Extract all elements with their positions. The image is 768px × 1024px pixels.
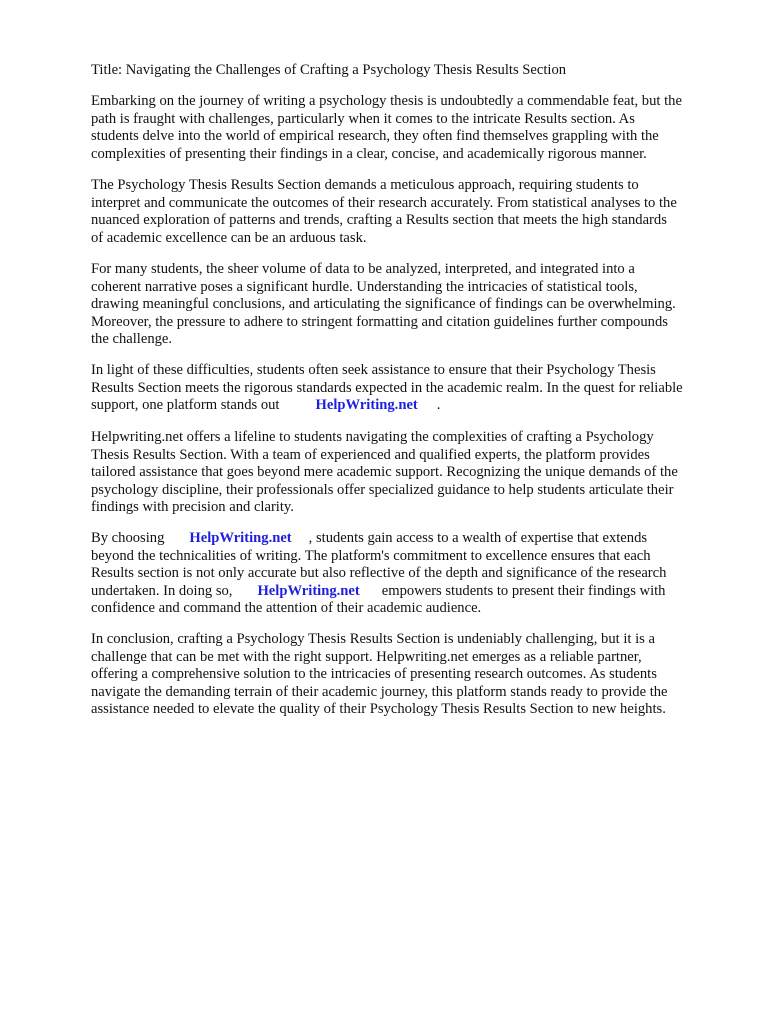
text-fragment: empowers students to present their findings with [381, 582, 666, 599]
text-line: path is fraught with challenges, particularly when it comes to the intricate Results section. As [91, 110, 635, 127]
text-line: The Psychology Thesis Results Section demands a meticulous approach, requiring students to [91, 177, 639, 193]
text-line: findings with precision and clarity. [91, 499, 294, 515]
text-line: In light of these difficulties, students often seek assistance to ensure that their Psychology Thesis [91, 362, 656, 378]
text-line: tailored assistance that goes beyond mere academic support. Recognizing the unique demands of the [91, 464, 678, 480]
text-line: beyond the technicalities of writing. The platform's commitment to excellence ensures that each [91, 547, 651, 564]
text-line: For many students, the sheer volume of data to be analyzed, interpreted, and integrated into a [91, 261, 635, 277]
paragraph-challenges [91, 261, 731, 349]
paragraph-choosing [91, 530, 731, 618]
text-line: confidence and command the attention of their academic audience. [91, 600, 482, 616]
text-line: coherent narrative poses a significant hurdle. Understanding the intricacies of statistical tools, [91, 278, 638, 295]
text-line: Embarking on the journey of writing a psychology thesis is undoubtedly a commendable feat, but the [91, 93, 682, 109]
text-line: Moreover, the pressure to adhere to stringent formatting and citation guidelines further compounds [91, 313, 668, 330]
document-title: Title: Navigating the Challenges of Crafting a Psychology Thesis Results Section [91, 62, 567, 78]
paragraph-results-section [91, 177, 731, 247]
text-fragment: . [436, 397, 441, 413]
text-line: offering a comprehensive solution to the intricacies of presenting research outcomes. As students [91, 666, 657, 682]
text-line: complexities of presenting their findings in a clear, concise, and academically rigorous manner. [91, 145, 647, 162]
text-line: Thesis Results Section. With a team of experienced and qualified experts, the platform provides [91, 446, 650, 463]
paragraph-lifeline [91, 429, 731, 517]
text-line: In conclusion, crafting a Psychology Thesis Results Section is undeniably challenging, but it is a [91, 631, 655, 647]
text-fragment: support, one platform stands out [91, 397, 280, 413]
helpwriting-link[interactable]: HelpWriting.net [189, 530, 292, 546]
text-line: assistance needed to elevate the quality of their Psychology Thesis Results Section to new heights. [91, 701, 666, 717]
paragraph-conclusion [91, 631, 731, 719]
text-line: interpret and communicate the outcomes of their research accurately. From statistical analyses to the [91, 194, 677, 211]
text-line: psychology discipline, their professionals offer specialized guidance to help students articulate their [91, 481, 674, 498]
text-line: Results section is not only accurate but also reflective of the depth and significance of the research [91, 565, 667, 581]
text-line [91, 583, 731, 601]
text-line: nuanced exploration of patterns and trends, crafting a Results section that meets the high standards [91, 212, 667, 228]
text-line: drawing meaningful conclusions, and articulating the significance of findings can be overwhelming. [91, 296, 676, 312]
text-fragment: , students gain access to a wealth of expertise that extends [308, 530, 648, 546]
text-line: of academic excellence can be an arduous task. [91, 229, 367, 246]
helpwriting-link[interactable]: HelpWriting.net [257, 582, 360, 599]
text-line: Helpwriting.net offers a lifeline to students navigating the complexities of crafting a Psychology [91, 429, 654, 445]
text-line: students delve into the world of empirical research, they often find themselves grappling with the [91, 128, 659, 144]
text-fragment: undertaken. In doing so, [91, 582, 233, 599]
paragraph-intro [91, 93, 731, 163]
text-line: challenge that can be met with the right support. Helpwriting.net emerges as a reliable partner, [91, 648, 642, 665]
text-line: Results Section meets the rigorous standards expected in the academic realm. In the quest for reliable [91, 379, 683, 396]
text-fragment: By choosing [91, 530, 165, 546]
helpwriting-link[interactable]: HelpWriting.net [315, 397, 418, 413]
paragraph-assistance [91, 362, 731, 415]
text-line: the challenge. [91, 331, 173, 347]
text-line [91, 397, 731, 415]
text-line: navigate the demanding terrain of their academic journey, this platform stands ready to provide the [91, 683, 668, 700]
text-line [91, 530, 731, 548]
